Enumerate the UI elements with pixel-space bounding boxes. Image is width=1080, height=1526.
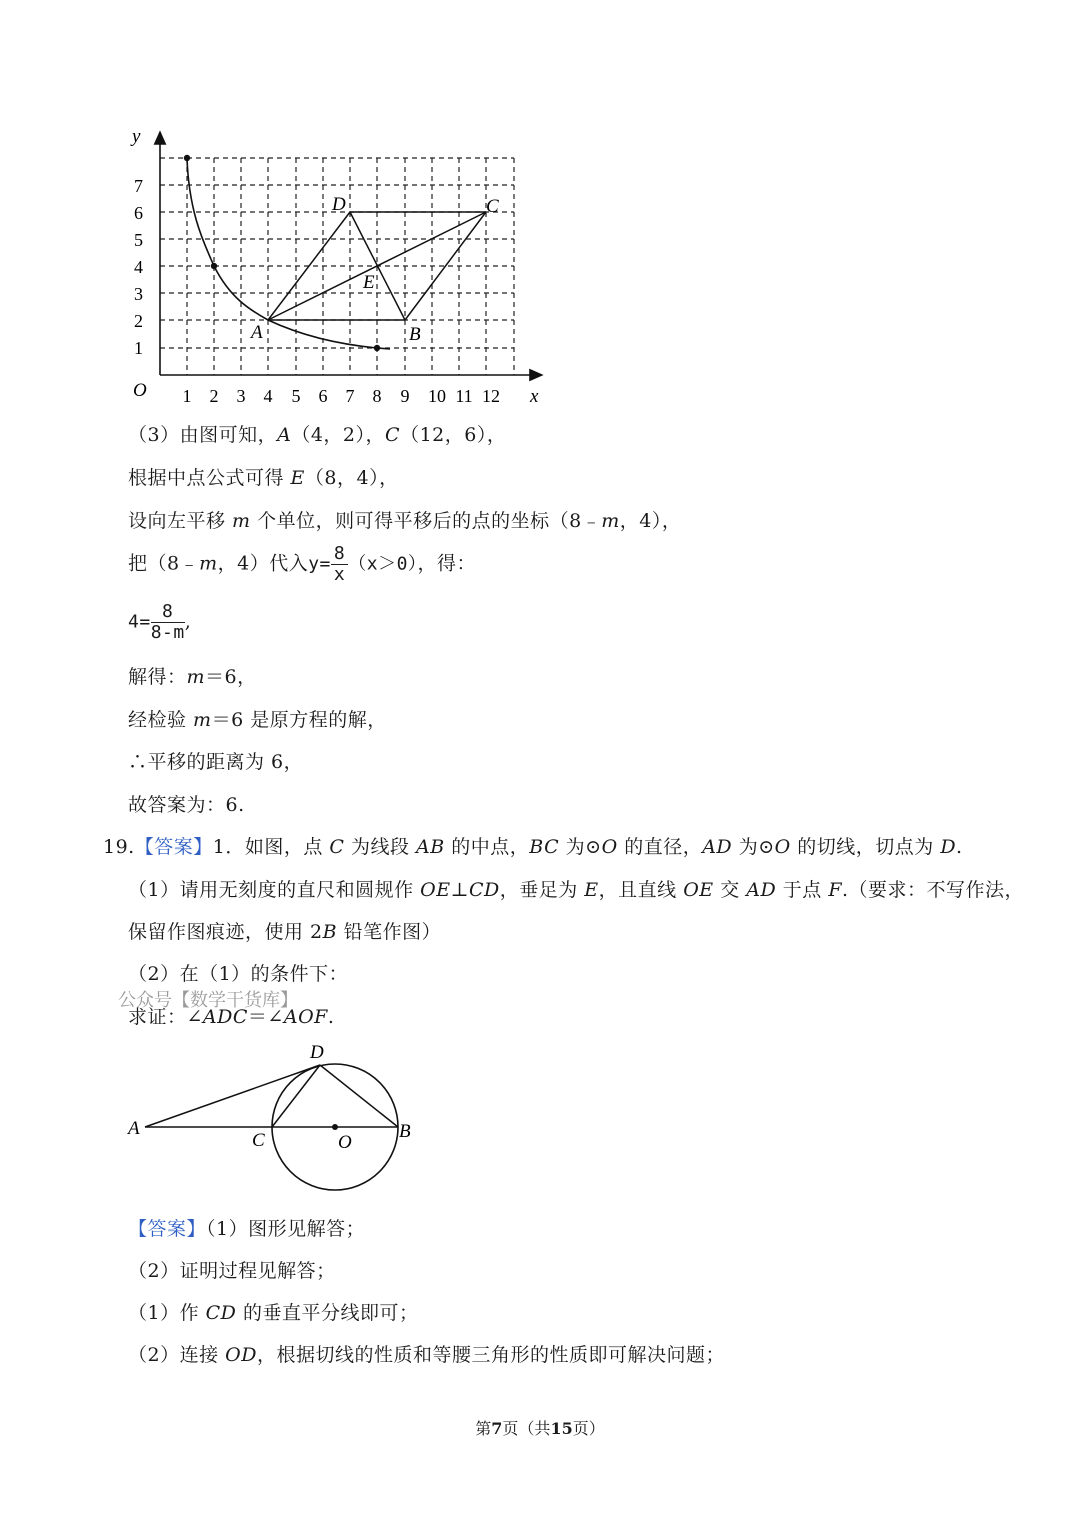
sol-line-1: （3）由图可知，A（4，2），C（12，6），: [128, 424, 507, 446]
x-tick: 1: [182, 386, 192, 406]
x-tick: 11: [455, 386, 473, 406]
y-axis-label: y: [132, 126, 141, 147]
chord-CD: [272, 1065, 320, 1127]
q19-line-4: （2）在（1）的条件下：: [128, 963, 349, 985]
curve-point: [184, 155, 190, 161]
fig-label-B: B: [399, 1121, 411, 1142]
q19-line-3: 保留作图痕迹，使用 2B 铅笔作图）: [128, 921, 442, 943]
fig-label-C: C: [252, 1130, 265, 1151]
answer-line-3: （1）作 CD 的垂直平分线即可；: [128, 1302, 419, 1324]
x-tick: 5: [291, 386, 301, 406]
x-tick: 3: [236, 386, 246, 406]
q19-line-2: （1）请用无刻度的直尺和圆规作 OE⊥CD，垂足为 E，且直线 OE 交 AD 于点 F.（要求：不写作法，: [128, 879, 1025, 901]
y-tick: 3: [134, 284, 143, 304]
sol-line-4: 把（8﹣m，4）代入y= $\frac{8}{x}$ （x＞0），得：: [128, 543, 476, 585]
tangent-AD: [145, 1065, 320, 1127]
origin-label: O: [133, 380, 147, 401]
x-tick: 12: [482, 386, 500, 406]
y-tick: 5: [134, 230, 143, 250]
page-footer: 第7页（共15页）: [475, 1419, 605, 1438]
sol-line-2: 根据中点公式可得 E（8，4），: [128, 467, 399, 489]
answer-line-2: （2）证明过程见解答；: [128, 1260, 336, 1282]
sol-line-8: ∴平移的距离为 6，: [128, 751, 304, 773]
q19-line-1: 19.【答案】1．如图，点 C 为线段 AB 的中点，BC 为⊙O 的直径，AD 为⊙O 的切线，切点为 D.: [103, 836, 963, 858]
sol-line-5: 4= $\frac{8}{8-m}$ ,: [128, 601, 192, 643]
x-tick: 8: [372, 386, 382, 406]
x-tick: 9: [400, 386, 410, 406]
circle-figure: [120, 1040, 420, 1200]
point-label-D: D: [332, 194, 346, 215]
answer-line-1: 【答案】（1）图形见解答；: [128, 1218, 366, 1240]
q19-line-5: 求证：∠ADC＝∠AOF.: [128, 1006, 335, 1028]
x-tick: 6: [318, 386, 328, 406]
center-point: [332, 1124, 338, 1130]
sol-line-3: 设向左平移 m 个单位，则可得平移后的点的坐标（8﹣m，4），: [128, 510, 682, 532]
fraction-8-over-8-m: $\frac{8}{8-m}$: [150, 601, 185, 643]
point-label-C: C: [486, 196, 499, 217]
point-label-B: B: [409, 324, 421, 345]
x-axis-label: x: [530, 386, 539, 407]
x-tick: 10: [428, 386, 446, 406]
fig-label-O: O: [338, 1132, 352, 1153]
x-tick: 7: [345, 386, 355, 406]
sol-line-6: 解得：m＝6，: [128, 666, 257, 688]
answer-line-4: （2）连接 OD，根据切线的性质和等腰三角形的性质即可解决问题；: [128, 1344, 725, 1366]
point-label-E: E: [363, 272, 375, 293]
watermark: 公众号【数学干货库】: [118, 990, 298, 1011]
chord-DB: [320, 1065, 398, 1127]
y-tick: 1: [134, 338, 143, 358]
fig-label-D: D: [310, 1042, 324, 1063]
x-tick: 4: [263, 386, 273, 406]
point-label-A: A: [251, 322, 263, 343]
y-tick: 4: [134, 257, 143, 277]
y-tick: 6: [134, 203, 143, 223]
sol-line-7: 经检验 m＝6 是原方程的解，: [128, 709, 387, 731]
fraction-8-over-x: $\frac{8}{x}$: [331, 544, 348, 585]
curve-point: [211, 263, 217, 269]
curve-point: [374, 345, 380, 351]
fig-label-A: A: [128, 1118, 140, 1139]
x-tick-labels: [183, 386, 501, 406]
coordinate-graph: [0, 120, 560, 410]
x-tick: 2: [209, 386, 219, 406]
sol-line-9: 故答案为：6.: [128, 794, 245, 816]
y-tick: 2: [134, 311, 143, 331]
y-tick-labels: [134, 176, 143, 358]
y-tick: 7: [134, 176, 143, 196]
